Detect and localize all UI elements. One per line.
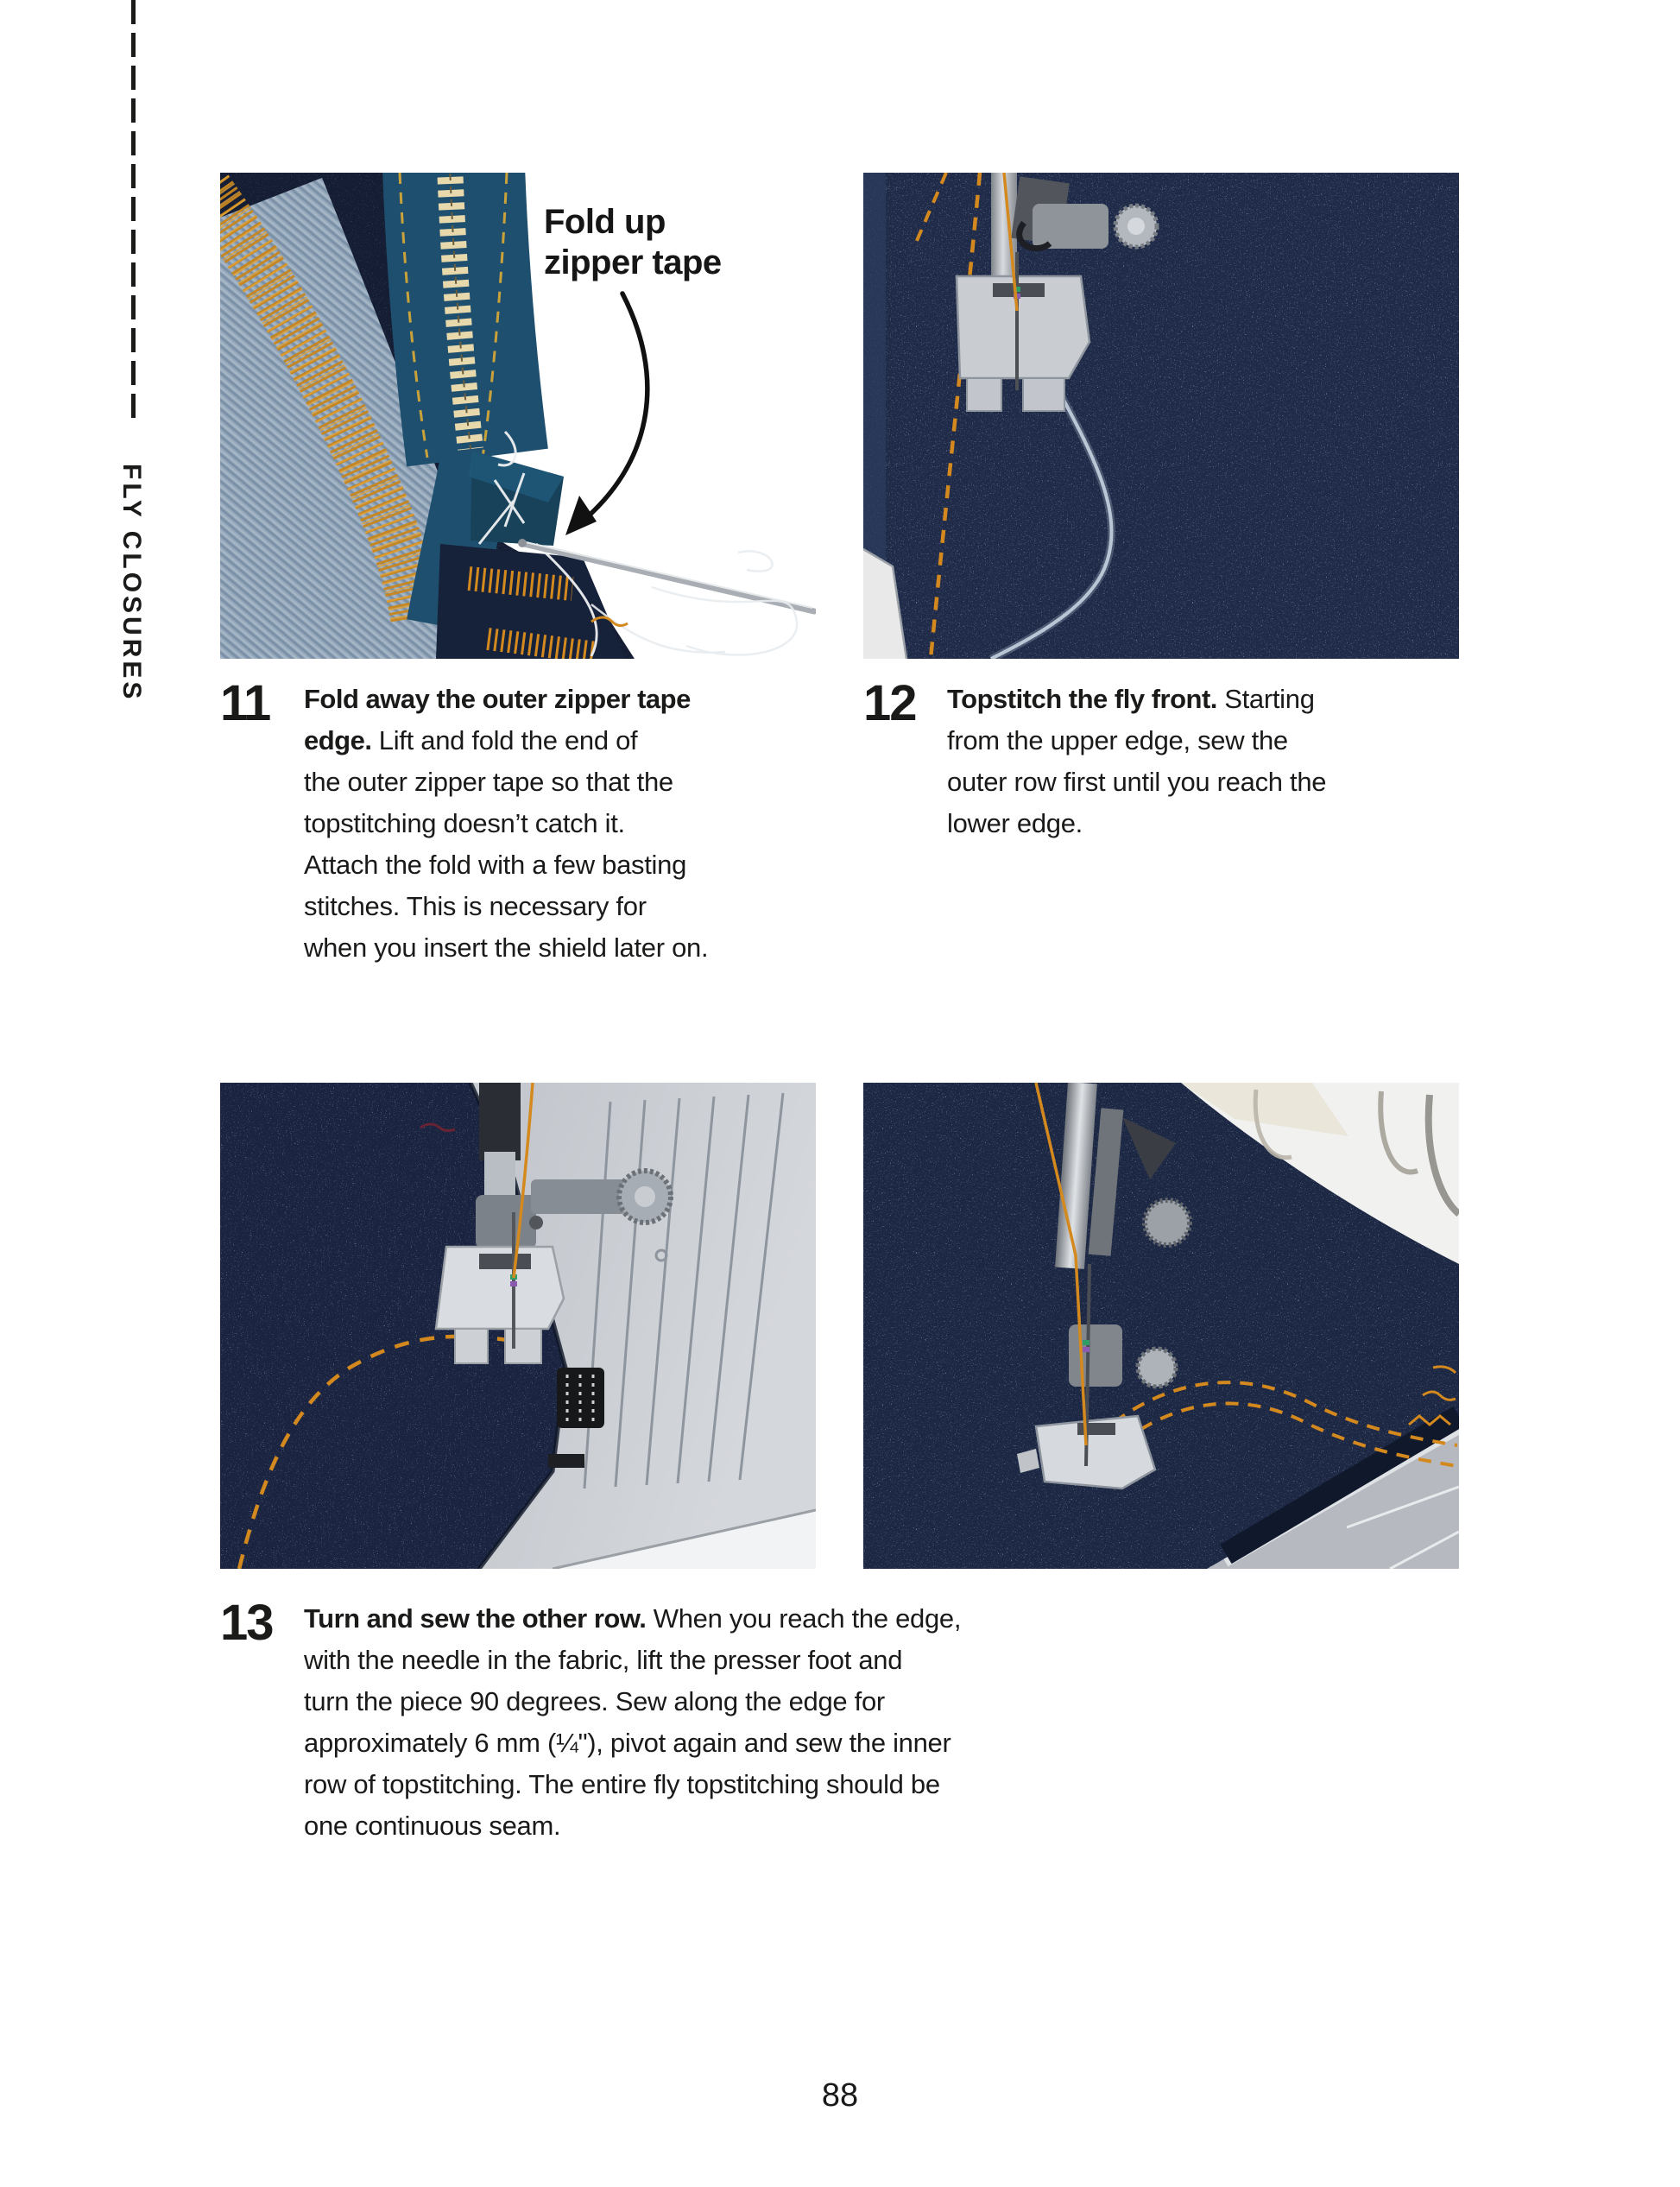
step-11 <box>220 675 842 969</box>
step-text-line: edge. Lift and fold the end of <box>304 725 638 755</box>
step-text <box>304 1598 961 1847</box>
step-text-line: topstitching doesn’t catch it. <box>304 808 625 838</box>
fold-dashed-line-icon <box>131 0 136 420</box>
step-12 <box>863 675 1485 844</box>
step-text-line: Turn and sew the other row. When you reach the edge, <box>304 1603 962 1634</box>
photo-step-12-illustration <box>863 173 1459 659</box>
step-text-line: outer row first until you reach the <box>947 767 1327 797</box>
step-text-line: lower edge. <box>947 808 1083 838</box>
step-text-line: Fold away the outer zipper tape <box>304 684 691 714</box>
step-text-line: with the needle in the fabric, lift the presser foot and <box>304 1645 903 1675</box>
photo-step-13-right <box>863 1083 1459 1569</box>
step-text-line: Topstitch the fly front. Starting <box>947 684 1315 714</box>
step-text <box>304 679 708 969</box>
step-text-line: the outer zipper tape so that the <box>304 767 673 797</box>
step-text-line: from the upper edge, sew the <box>947 725 1288 755</box>
step-number: 12 <box>863 675 916 731</box>
photo-step-12 <box>863 173 1459 659</box>
step-text-line: Attach the fold with a few basting <box>304 850 687 880</box>
step-number: 13 <box>220 1595 273 1651</box>
photo-step-13-left <box>220 1083 816 1569</box>
photo-step-13-left-illustration <box>220 1083 816 1569</box>
step-13 <box>220 1595 1256 1847</box>
photo-step-11 <box>220 173 816 659</box>
step-text-line: row of topstitching. The entire fly topstitching should be <box>304 1769 940 1799</box>
step-number: 11 <box>220 675 270 731</box>
step-text-line: when you insert the shield later on. <box>304 932 709 963</box>
photo-annotation-label: Fold up zipper tape <box>544 203 722 281</box>
step-text-line: turn the piece 90 degrees. Sew along the edge for <box>304 1686 885 1716</box>
chapter-side-label: FLY CLOSURES <box>117 464 146 703</box>
photo-step-13-right-illustration <box>863 1083 1459 1569</box>
step-text-line: one continuous seam. <box>304 1811 561 1841</box>
step-text-line: approximately 6 mm (¼"), pivot again and sew the inner <box>304 1728 951 1758</box>
step-text-line: stitches. This is necessary for <box>304 891 647 921</box>
step-text <box>947 679 1326 844</box>
page-number: 88 <box>821 2077 859 2114</box>
